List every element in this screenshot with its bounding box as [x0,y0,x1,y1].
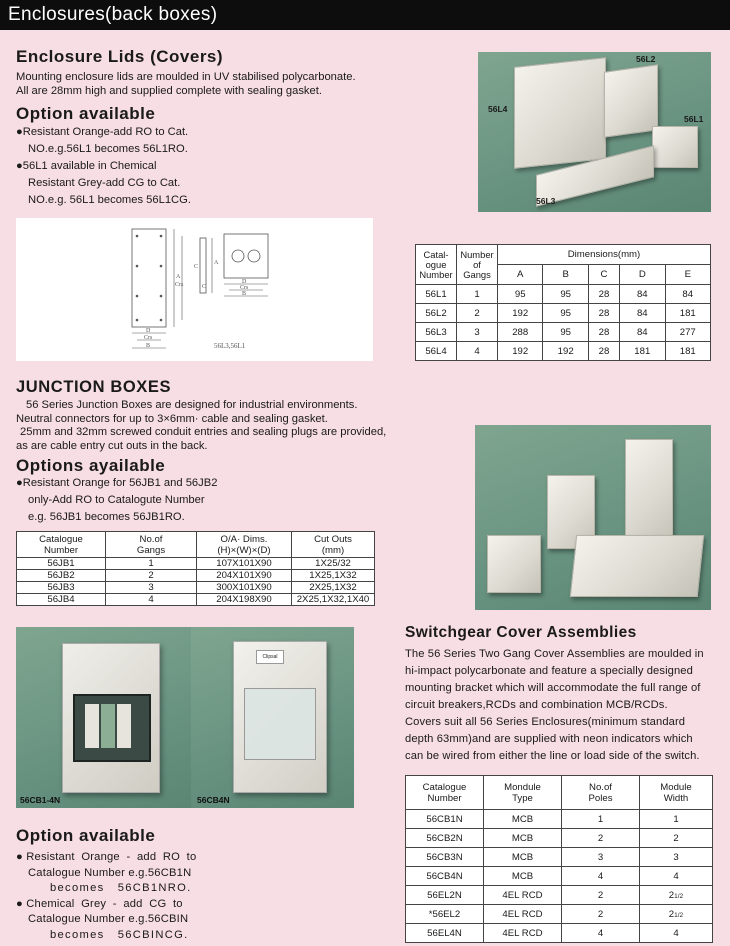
photo-label-56l2: 56L2 [636,54,656,64]
switchgear-th-width: Module Width [640,776,713,810]
switchgear-opt1-line2: Catalogue Number e.g.56CB1N [28,866,192,879]
switchgear-th-catalogue: Catalogue Number [406,776,484,810]
switchgear-opt1-line3: becomes 56CB1NRO. [50,882,192,894]
lids-opt1-line1: ●Resistant Orange-add RO to Cat. [16,126,189,138]
switchgear-line6: depth 63mm)and are supplied with neon indicators which [405,733,693,745]
dim-label-crs2: Crs [144,335,153,341]
lids-th-col-c: C [588,265,619,285]
technical-drawing [16,218,373,361]
switchgear-option-list [16,850,202,943]
banner-title: Enclosures(back boxes) [8,4,218,25]
lid-56l4-shape [514,57,606,169]
switch-window [73,694,151,762]
lids-title: Enclosure Lids (Covers) [16,47,224,66]
lids-th-gangs: Number of Gangs [457,245,498,285]
table-row: 56L1 1 95 95 28 84 84 [416,285,711,304]
switchgear-line1: The 56 Series Two Gang Cover Assemblies are moulded in [405,648,704,660]
lids-dimensions-table [415,244,711,361]
drawing-caption: 56L3,56L1 [214,342,246,350]
page-banner [0,0,730,30]
junction-line3: 25mm and 32mm screwed conduit entries and sealing plugs are provided, [20,426,387,438]
table-row: 56EL2N 4EL RCD 2 21/2 [406,886,713,905]
lids-th-catalogue: Catal- ogue Number [416,245,457,285]
switchgear-th-type: Mondule Type [484,776,562,810]
junction-line4: as are cable entry cut outs in the back. [16,439,208,452]
lids-option-title: Option available [16,104,156,123]
table-row: 56L4 4 192 192 28 181 181 [416,342,711,361]
lid-56l2-shape [604,64,658,138]
lids-option-list [16,124,396,209]
switchgear-line7: can be wired from either the line or load side of the switch. [405,750,700,762]
junction-table [16,531,375,606]
photo-label-56cb4n: 56CB4N [197,795,230,805]
lids-th-col-b: B [543,265,588,285]
lids-opt1-line2: NO.e.g.56L1 becomes 56L1RO. [28,143,188,155]
junction-photo [475,425,711,610]
table-row: 56EL4N 4EL RCD 4 4 [406,924,713,943]
dim-label-d2: D [242,279,247,285]
junction-option-list [16,475,396,526]
junction-option-title: Options ayailable [16,456,166,475]
switchgear-line4: circuit breakers,RCDs and combination MCB/RCDs. [405,699,668,711]
photo-label-56cb1-4n: 56CB1-4N [20,795,61,805]
lids-desc-line2: All are 28mm high and supplied complete with sealing gasket. [16,84,322,97]
switchgear-opt2-line1: ● Chemical Grey - add CG to [16,897,183,910]
switchgear-line5: Covers suit all 56 Series Enclosures(minimum standard [405,716,686,728]
dim-label-c: C [194,264,199,270]
lids-desc-line1: Mounting enclosure lids are moulded in UV stabilised polycarbonate. [16,71,356,83]
table-row: 56JB2 2 204X101X90 1X25,1X32 [17,570,375,582]
dim-label-a2: A [214,260,219,266]
photo-label-56l3: 56L3 [536,196,556,206]
lids-th-col-a: A [498,265,543,285]
dim-label-b2: B [242,291,247,297]
junction-line1: 56 Series Junction Boxes are designed for industrial environments. [26,399,358,411]
junction-opt-line1: ●Resistant Orange for 56JB1 and 56JB2 [16,477,218,489]
switch-clear-window [244,688,316,760]
switchgear-photo-2 [191,627,354,808]
switch-cover-body [62,643,160,793]
junction-opt-line2: only-Add RO to Catalogute Number [28,494,205,506]
lids-opt2-line1: ●56L1 available in Chemical [16,160,157,172]
lids-th-col-e: E [665,265,710,285]
switch-sticker: Clipsal [256,650,284,664]
switchgear-photo-1 [16,627,207,808]
dim-label-b: B [146,343,151,349]
switchgear-opt2-line2: Catalogue Number e.g.56CBIN [28,913,189,925]
table-row: 56CB1N MCB 1 1 [406,810,713,829]
switch-cover-body-2 [233,641,327,793]
lid-56l1-shape [652,126,698,168]
junction-th-dims: O/A· Dims. (H)×(W)×(D) [197,532,292,558]
junction-title: JUNCTION BOXES [16,378,172,396]
table-row: 56JB1 1 107X101X90 1X25/32 [17,558,375,570]
table-row: 56JB4 4 204X198X90 2X25,1X32,1X40 [17,594,375,606]
switchgear-title: Switchgear Cover Assemblies [405,624,637,641]
lids-opt2-line3: NO.e.g. 56L1 becomes 56L1CG. [28,194,191,206]
lids-description [16,71,416,98]
dim-label-crs3: Crs [240,285,249,291]
switchgear-th-poles: No.of Poles [562,776,640,810]
photo-label-56l4: 56L4 [488,104,508,114]
junction-description [16,399,416,453]
junction-th-cutouts: Cut Outs (mm) [292,532,375,558]
dim-label-a: A [176,274,181,280]
junction-small-box-shape [487,535,541,593]
table-row: 56CB3N MCB 3 3 [406,848,713,867]
dim-label-c2: C [202,284,207,290]
dim-label-crs: Crs [175,282,184,288]
table-row: 56CB2N MCB 2 2 [406,829,713,848]
table-row: 56CB4N MCB 4 4 [406,867,713,886]
switchgear-line3: mounting bracket which will accommodate the full range of [405,682,701,694]
switchgear-line2: hi-impact polycarbonate and feature a specially designed [405,665,693,677]
lids-opt2-line2: Resistant Grey-add CG to Cat. [28,177,181,189]
table-row: 56JB3 3 300X101X90 2X25,1X32 [17,582,375,594]
switchgear-option-title: Option available [16,826,156,845]
photo-label-56l1: 56L1 [684,114,704,124]
lids-th-col-d: D [620,265,665,285]
switchgear-table [405,775,713,943]
junction-opt-line3: e.g. 56JB1 becomes 56JB1RO. [28,511,185,523]
switchgear-description [405,646,725,765]
lids-photo [478,52,711,212]
table-row: 56L2 2 192 95 28 84 181 [416,304,711,323]
junction-large-box-shape [570,535,705,597]
table-row: *56EL2 4EL RCD 2 21/2 [406,905,713,924]
table-row: 56L3 3 288 95 28 84 277 [416,323,711,342]
junction-line2: Neutral connectors for up to 3×6mm· cable and sealing gasket. [16,412,328,425]
junction-th-gangs: No.of Gangs [106,532,197,558]
junction-th-catalogue: Catalogue Number [17,532,106,558]
dim-label-d: D [146,328,151,334]
junction-tall-box-shape [625,439,673,541]
switchgear-opt1-line1: ● Resistant Orange - add RO to [16,851,197,863]
switchgear-opt2-line3: becomes 56CBINCG. [50,928,189,941]
lids-th-dimensions: Dimensions(mm) [498,245,711,265]
